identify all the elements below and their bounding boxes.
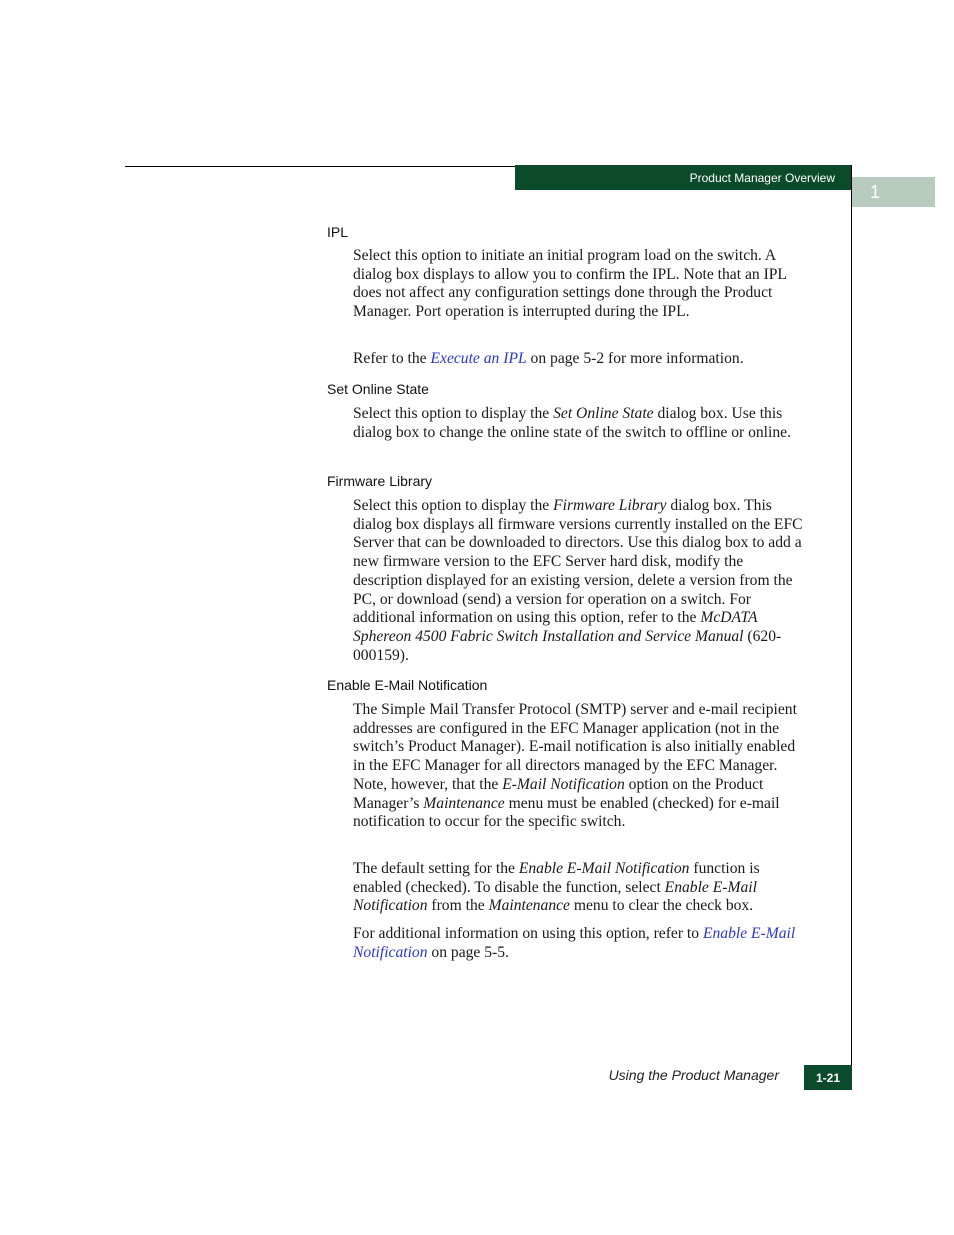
- section-title: Product Manager Overview: [689, 170, 835, 185]
- header-rule: [125, 166, 515, 167]
- email2-text-c: from the: [427, 897, 489, 915]
- ipl-reference-paragraph: [353, 350, 808, 369]
- footer-title: Using the Product Manager: [608, 1067, 779, 1083]
- chapter-number: 1: [870, 181, 881, 202]
- email2-italic-2: Enable E-Mail Notification: [353, 878, 757, 915]
- email2-text-a: The default setting for the: [353, 860, 519, 877]
- email3-text: For additional information on using this option, refer to: [353, 925, 703, 942]
- online-state-paragraph: [353, 405, 808, 442]
- email-paragraph-3: [353, 925, 808, 962]
- maintenance-menu-name: Maintenance: [423, 794, 505, 812]
- email-text-c: menu must be enabled (checked) for e-mail notification to occur for the specific switch.: [353, 794, 780, 831]
- email-paragraph-2: [353, 860, 808, 916]
- execute-ipl-link[interactable]: Execute an IPL: [430, 350, 527, 367]
- email-text-b: option on the Product Manager’s: [353, 775, 764, 812]
- online-text-after: dialog box. Use this dialog box to change the online state of the switch to offline or online.: [353, 405, 791, 441]
- email2-italic-3: Maintenance: [488, 897, 570, 915]
- firmware-text-mid: dialog box. This dialog box displays all firmware versions currently installed on the EFC Server that can be downloaded to directors. Use this dialog box to add a new firmware version to the EFC Server hard disk, modify the description displayed for an existing version, delete a version from the PC, or download (send) a version for operation on a switch. For additional information on using this option, refer to the: [353, 497, 803, 627]
- manual-title: McDATA Sphereon 4500 Fabric Switch Installation and Service Manual: [353, 609, 758, 645]
- enable-email-link[interactable]: Enable E-Mail Notification: [353, 925, 796, 961]
- email-option-name: E-Mail Notification: [502, 775, 625, 793]
- email3-text-after: on page 5-5.: [427, 943, 509, 961]
- section-title-bar: [515, 165, 852, 190]
- ipl-ref-text: Refer to the: [353, 350, 431, 367]
- email-paragraph-1: [353, 701, 808, 832]
- heading-set-online-state: Set Online State: [327, 381, 429, 397]
- email-text-a: The Simple Mail Transfer Protocol (SMTP) server and e-mail recipient addresses are configured in the EFC Manager application (not in the switch’s Product Manager). E-mail notification is also initially enabled in the EFC Manager for all directors managed by the EFC Manager. Note, however, that the: [353, 701, 797, 793]
- page-number: 1-21: [815, 1070, 841, 1085]
- firmware-text-after: (620-000159).: [353, 627, 782, 664]
- firmware-dialog-name: Firmware Library: [553, 497, 667, 514]
- heading-firmware-library: Firmware Library: [327, 473, 433, 489]
- chapter-tab: [852, 177, 935, 207]
- online-text: Select this option to display the: [353, 405, 554, 422]
- ipl-paragraph: Select this option to initiate an initial program load on the switch. A dialog box displays to allow you to confirm the IPL. Note that an IPL does not affect any configuration settings done through the Product Manager. Port operation is interrupted during the IPL.: [353, 247, 787, 321]
- margin-rule: [851, 165, 852, 1090]
- page-number-box: [804, 1065, 852, 1090]
- online-dialog-name: Set Online State: [553, 405, 654, 422]
- email2-italic-1: Enable E-Mail Notification: [518, 860, 690, 877]
- heading-ipl: IPL: [327, 224, 349, 240]
- heading-email-notification: Enable E-Mail Notification: [327, 677, 488, 693]
- firmware-paragraph: [353, 497, 808, 665]
- ipl-ref-text-after: on page 5-2 for more information.: [526, 350, 744, 367]
- email2-text-b: function is enabled (checked). To disable the function, select: [353, 860, 760, 896]
- email2-text-d: menu to clear the check box.: [569, 897, 754, 915]
- firmware-text: Select this option to display the: [353, 497, 554, 514]
